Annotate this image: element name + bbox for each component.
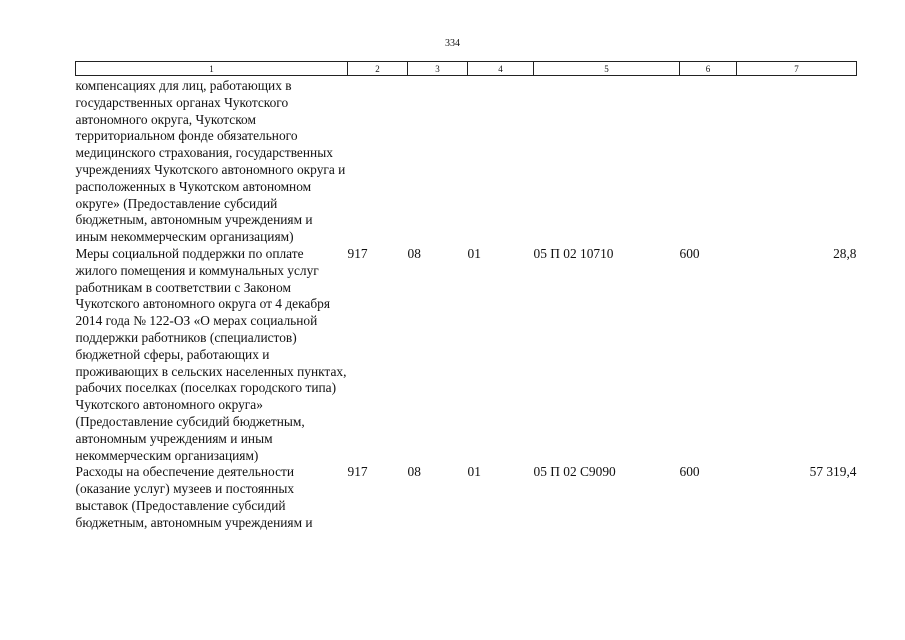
header-row <box>76 62 857 76</box>
row-description: компенсациях для лиц, работающих в государственных органах Чукотского автономного округа, Чукотском территориальном фонде обязательного медицинского страхования, государственных учреждениях Чукотского автономного округа и расположенных в Чукотском автономном округе» (Предоставление субсидий бюджетным, автономным учреждениям и иным некоммерческим организациям) <box>75 78 346 245</box>
row-expense-type <box>680 78 737 246</box>
row-subsection: 01 <box>467 464 481 480</box>
row-expense-type: 600 <box>679 245 700 261</box>
row-subsection <box>468 78 534 246</box>
table-row <box>76 464 857 531</box>
row-amount: 57 319,4 <box>809 464 857 480</box>
row-target-code: 05 П 02 10710 <box>533 245 614 261</box>
header-col-2: 2 <box>348 62 408 76</box>
header-col-6: 6 <box>680 62 737 76</box>
header-col-4: 4 <box>468 62 534 76</box>
header-col-1: 1 <box>76 62 348 76</box>
row-admin-code <box>348 78 408 246</box>
budget-table <box>75 61 857 532</box>
row-target-code: 05 П 02 С9090 <box>533 464 616 480</box>
table-row <box>76 78 857 246</box>
row-subsection: 01 <box>467 245 481 261</box>
page-number: 334 <box>445 38 460 49</box>
header-col-3: 3 <box>408 62 468 76</box>
table-row <box>76 246 857 464</box>
row-description: Меры социальной поддержки по оплате жилого помещения и коммунальных услуг работникам в соответствии с Законом Чукотского автономного округа от 4 декабря 2014 года № 122-ОЗ «О мерах социальной поддержки работников (специалистов) бюджетной сферы, работающих и проживающих в сельских населенных пунктах, рабочих поселках (поселках городского типа) Чукотского автономного округа» (Предоставление субсидий бюджетным, автономным учреждениям и иным некоммерческим организациям) <box>75 245 347 463</box>
row-section: 08 <box>407 464 421 480</box>
row-section <box>408 78 468 246</box>
row-target-code <box>534 78 680 246</box>
row-amount <box>737 78 857 246</box>
row-expense-type: 600 <box>679 464 700 480</box>
row-section: 08 <box>407 245 421 261</box>
header-col-5: 5 <box>534 62 680 76</box>
row-amount: 28,8 <box>833 245 857 261</box>
row-admin-code: 917 <box>347 464 368 480</box>
row-description: Расходы на обеспечение деятельности (оказание услуг) музеев и постоянных выставок (Предоставление субсидий бюджетным, автономным учреждениям и <box>75 464 313 530</box>
row-admin-code: 917 <box>347 245 368 261</box>
header-col-7: 7 <box>737 62 857 76</box>
